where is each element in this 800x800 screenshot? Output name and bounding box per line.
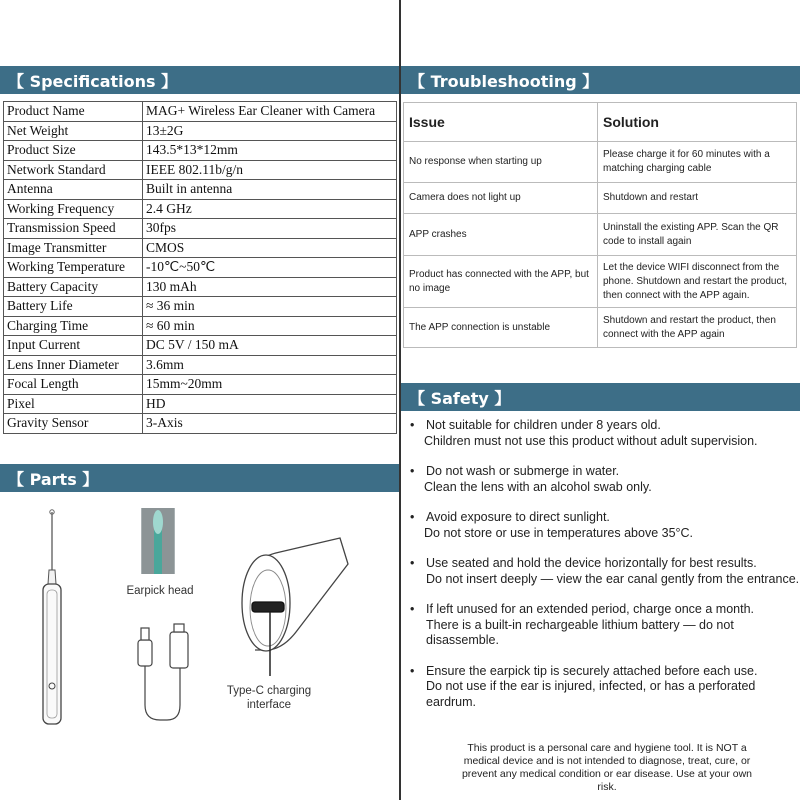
disclaimer-text: This product is a personal care and hygiene tool. It is NOT a medical device and is not intended to diagnose, treat, cure, or prevent any medical condition or ear disease. Use at your own risk. (461, 742, 753, 793)
safety-item (410, 602, 800, 649)
troubleshooting-row (404, 256, 797, 308)
safety-item-detail: Do not store or use in temperatures above 35°C. (424, 525, 694, 540)
typec-caption-line2: interface (246, 699, 292, 711)
spec-value: DC 5V / 150 mA (143, 336, 397, 356)
spec-row (4, 355, 397, 375)
spec-value: 13±2G (143, 121, 397, 141)
bullet-icon: • (410, 663, 415, 678)
spec-label: Battery Capacity (4, 277, 143, 297)
troubleshooting-table (403, 102, 797, 348)
usb-cable-image (138, 624, 188, 720)
spec-value: ≈ 36 min (143, 297, 397, 317)
spec-row (4, 316, 397, 336)
spec-value: 15mm~20mm (143, 375, 397, 395)
safety-item (410, 510, 800, 541)
spec-row (4, 375, 397, 395)
specifications-title: 【 Specifications 】 (8, 71, 178, 91)
spec-row (4, 102, 397, 122)
issue-header: Issue (404, 103, 598, 142)
safety-item-heading: Use seated and hold the device horizontally for best results. (426, 556, 757, 570)
spec-row (4, 160, 397, 180)
type-c-interface-image (242, 538, 348, 676)
earpick-head-caption: Earpick head (126, 585, 194, 597)
spec-value: 3-Axis (143, 414, 397, 434)
spec-row (4, 277, 397, 297)
parts-title: 【 Parts 】 (8, 469, 99, 489)
spec-value: -10℃~50℃ (143, 258, 397, 278)
spec-label: Gravity Sensor (4, 414, 143, 434)
safety-item (410, 556, 800, 587)
safety-item-heading: If left unused for an extended period, charge once a month. (426, 602, 754, 616)
solution-cell: Let the device WIFI disconnect from the phone. Shutdown and restart the product, then connect with the APP again. (598, 256, 797, 308)
spec-row (4, 394, 397, 414)
solution-header: Solution (598, 103, 797, 142)
spec-label: Net Weight (4, 121, 143, 141)
specifications-banner (0, 66, 399, 94)
bullet-icon: • (410, 510, 415, 524)
spec-row (4, 238, 397, 258)
bullet-icon: • (410, 418, 415, 432)
issue-cell: Camera does not light up (404, 183, 598, 214)
safety-item-detail: There is a built-in rechargeable lithium battery — do not disassemble. (426, 617, 734, 647)
spec-value: 2.4 GHz (143, 199, 397, 219)
parts-illustrations (0, 500, 399, 800)
issue-cell: Product has connected with the APP, but no image (404, 256, 598, 308)
spec-value: Built in antenna (143, 180, 397, 200)
issue-cell: APP crashes (404, 214, 598, 256)
troubleshooting-row (404, 183, 797, 214)
safety-item-detail: Do not use if the ear is injured, infected, or has a perforated eardrum. (426, 679, 756, 709)
troubleshooting-row (404, 214, 797, 256)
spec-row (4, 258, 397, 278)
safety-item-heading: Not suitable for children under 8 years old. (426, 418, 661, 432)
safety-list (410, 418, 800, 725)
spec-row (4, 336, 397, 356)
spec-value: MAG+ Wireless Ear Cleaner with Camera (143, 102, 397, 122)
spec-label: Network Standard (4, 160, 143, 180)
troubleshooting-title: 【 Troubleshooting 】 (409, 71, 599, 91)
spec-label: Working Temperature (4, 258, 143, 278)
spec-label: Battery Life (4, 297, 143, 317)
safety-item (410, 664, 800, 711)
spec-label: Product Size (4, 141, 143, 161)
safety-item-heading: Do not wash or submerge in water. (426, 464, 620, 478)
spec-row (4, 414, 397, 434)
typec-caption-line1: Type-C charging (226, 685, 312, 697)
spec-row (4, 180, 397, 200)
safety-item-heading: Avoid exposure to direct sunlight. (426, 510, 610, 524)
parts-banner (0, 464, 399, 492)
troubleshooting-header-row (404, 103, 797, 142)
issue-cell: The APP connection is unstable (404, 308, 598, 348)
spec-label: Lens Inner Diameter (4, 355, 143, 375)
solution-cell: Shutdown and restart (598, 183, 797, 214)
spec-label: Transmission Speed (4, 219, 143, 239)
bullet-icon: • (410, 602, 415, 616)
spec-row (4, 297, 397, 317)
spec-label: Image Transmitter (4, 238, 143, 258)
troubleshooting-row (404, 142, 797, 183)
bullet-icon: • (410, 556, 415, 570)
solution-cell: Uninstall the existing APP. Scan the QR code to install again (598, 214, 797, 256)
spec-label: Focal Length (4, 375, 143, 395)
spec-row (4, 199, 397, 219)
safety-title: 【 Safety 】 (409, 388, 511, 408)
spec-value: HD (143, 394, 397, 414)
safety-item-detail: Clean the lens with an alcohol swab only. (424, 479, 652, 494)
issue-cell: No response when starting up (404, 142, 598, 183)
safety-item (410, 464, 800, 495)
spec-label: Charging Time (4, 316, 143, 336)
solution-cell: Please charge it for 60 minutes with a matching charging cable (598, 142, 797, 183)
spec-label: Antenna (4, 180, 143, 200)
solution-cell: Shutdown and restart the product, then connect with the APP again (598, 308, 797, 348)
troubleshooting-banner (401, 66, 800, 94)
spec-row (4, 141, 397, 161)
spec-value: IEEE 802.11b/g/n (143, 160, 397, 180)
earpick-head-image (141, 508, 175, 574)
safety-item-detail: Do not insert deeply — view the ear canal gently from the entrance. (426, 571, 800, 586)
bullet-icon: • (410, 464, 415, 478)
spec-label: Working Frequency (4, 199, 143, 219)
safety-banner (401, 383, 800, 411)
spec-label: Product Name (4, 102, 143, 122)
spec-label: Input Current (4, 336, 143, 356)
ear-cleaner-device-image (43, 510, 61, 724)
spec-row (4, 219, 397, 239)
spec-value: 130 mAh (143, 277, 397, 297)
spec-value: CMOS (143, 238, 397, 258)
spec-label: Pixel (4, 394, 143, 414)
spec-row (4, 121, 397, 141)
spec-value: 3.6mm (143, 355, 397, 375)
safety-item (410, 418, 800, 449)
spec-value: ≈ 60 min (143, 316, 397, 336)
spec-value: 143.5*13*12mm (143, 141, 397, 161)
specifications-table (3, 101, 397, 434)
safety-item-detail: Children must not use this product without adult supervision. (424, 433, 758, 448)
safety-item-heading: Ensure the earpick tip is securely attached before each use. (426, 663, 758, 678)
spec-value: 30fps (143, 219, 397, 239)
troubleshooting-row (404, 308, 797, 348)
